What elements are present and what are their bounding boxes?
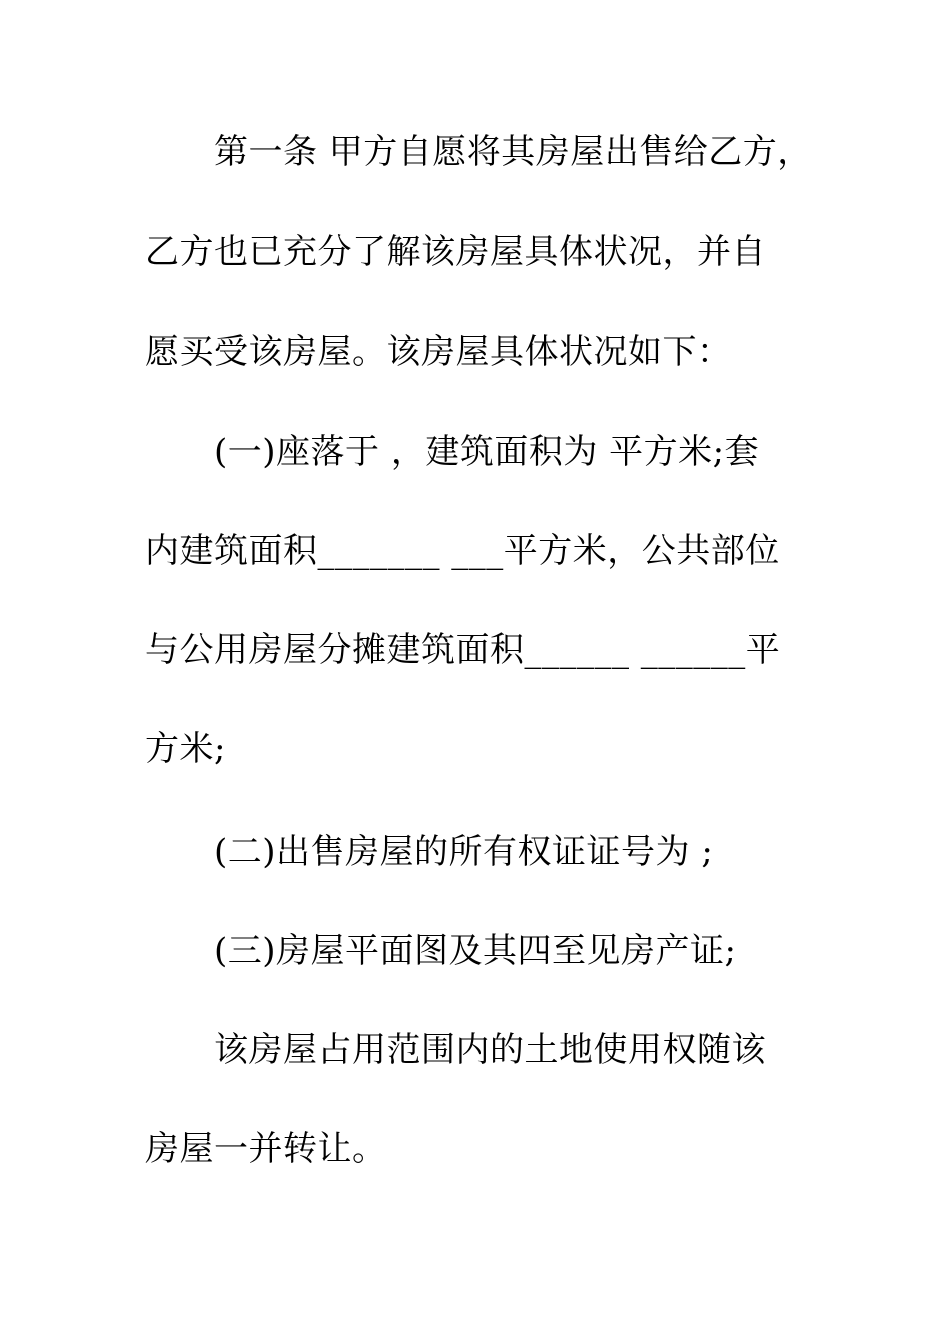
text-line-2: 乙方也已充分了解该房屋具体状况，并自 xyxy=(145,232,766,272)
text-line-6: 与公用房屋分摊建筑面积______ ______平 xyxy=(145,630,781,670)
text-line-1: 第一条 甲方自愿将其房屋出售给乙方， xyxy=(214,132,812,172)
text-line-5: 内建筑面积_______ ___平方米，公共部位 xyxy=(145,531,780,571)
text-line-8: (二)出售房屋的所有权证证号为 ; xyxy=(214,832,714,872)
text-line-9: (三)房屋平面图及其四至见房产证; xyxy=(214,931,737,971)
text-line-10: 该房屋占用范围内的土地使用权随该 xyxy=(214,1030,766,1070)
text-line-4: (一)座落于 ，建筑面积为 平方米;套 xyxy=(214,432,760,472)
text-line-11: 房屋一并转让。 xyxy=(145,1129,387,1169)
text-line-3: 愿买受该房屋。该房屋具体状况如下： xyxy=(145,332,732,372)
text-line-7: 方米; xyxy=(145,729,226,769)
